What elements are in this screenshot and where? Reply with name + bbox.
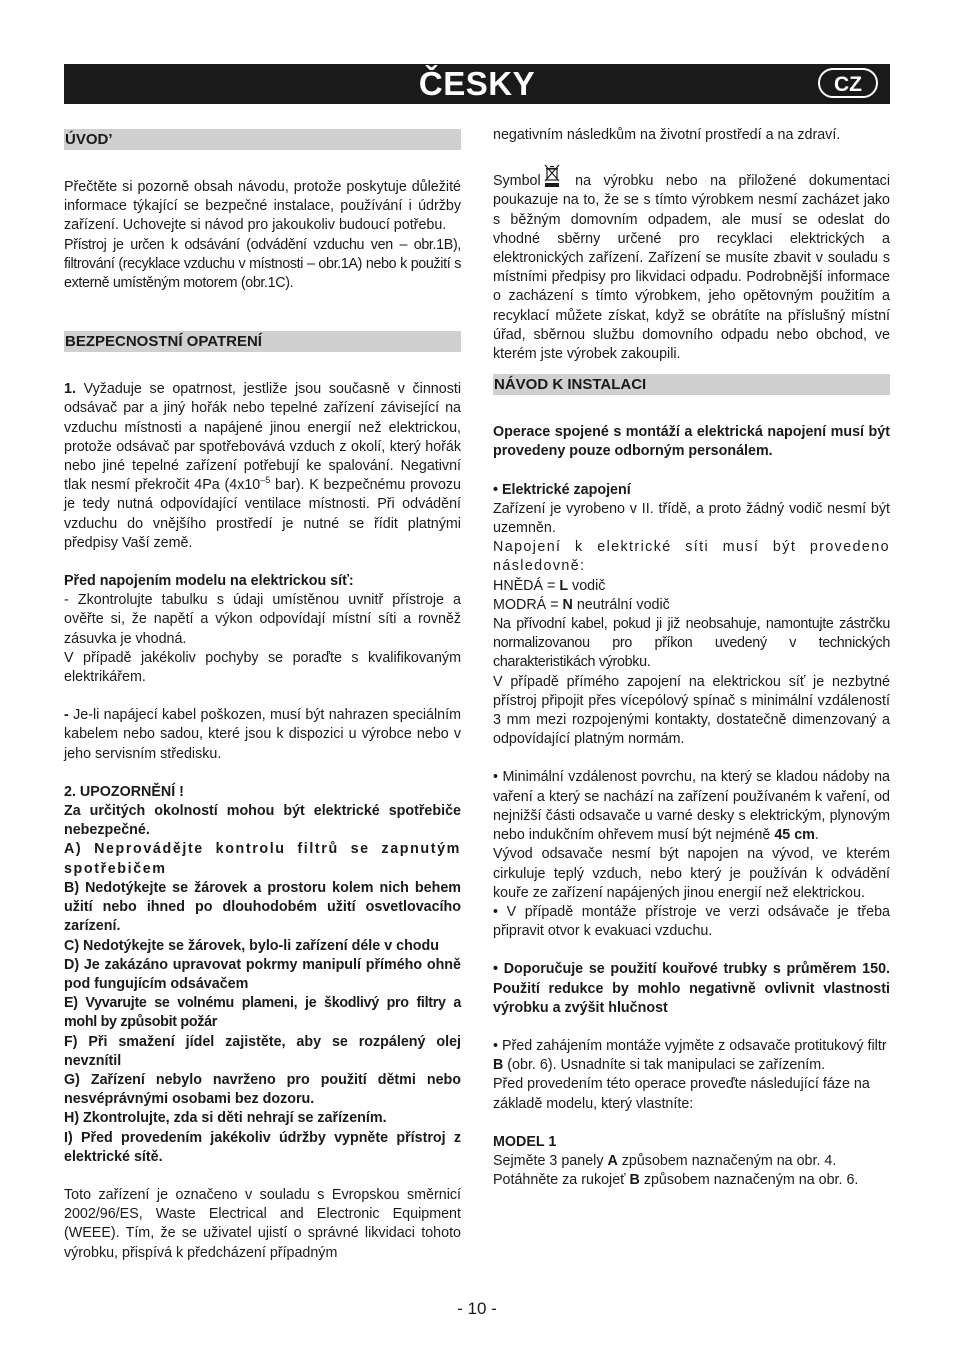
crossed-bin-icon: [543, 164, 561, 188]
page-title: ČESKY: [418, 65, 536, 102]
pipe-recommendation: • Doporučuje se použití kouřové trubky s průměrem 150. Použití redukce by mohlo negativně ovlivnit vlastnosti výrobku a zvýšit hlučnost: [493, 961, 890, 1016]
warning-item: A) Neprovádějte kontrolu filtrů se zapnutým spotřebičem: [64, 841, 461, 877]
filter-text-cont: (obr. 6). Usnadníte si tak manipulaci se zařízením.: [503, 1057, 826, 1074]
min-distance-text: [493, 768, 890, 845]
cable-desc: Je-li napájecí kabel poškozen, musí být nahrazen speciálním kabelem nebo sadou, které jsou k dispozici u výrobce nebo v jeho servisním středisku.: [64, 707, 461, 762]
outlet-text: Vývod odsavače nesmí být napojen na vývod, ve kterém cirkuluje teplý vzduch, nebo který je používán k odvádění kouře ze zařízení napájených jinou energií než elektrickou.: [493, 846, 890, 901]
step-text-cont: způsobem naznačeným na obr. 6.: [639, 1172, 859, 1189]
electrical-connection: Napojení k elektrické síti musí být provedeno následovně:: [493, 539, 890, 575]
warning-item: C) Nedotýkejte se žárovek, bylo-li zařízení déle v chodu: [64, 937, 440, 954]
warning-item: H) Zkontrolujte, zda si děti nehrají se zařízením.: [64, 1110, 387, 1127]
section-heading-uvod: ÚVOD’: [64, 129, 461, 150]
min-distance-end: .: [814, 827, 819, 844]
step-text-cont: způsobem naznačeným na obr. 4.: [617, 1152, 837, 1169]
warning-item: G) Zařízení nebylo navrženo pro použití dětmi nebo nesvéprávnými osobami bez dozoru.: [64, 1071, 461, 1108]
dash: -: [64, 707, 69, 724]
language-banner: [64, 64, 890, 104]
language-badge: CZ: [818, 68, 878, 98]
item-text: Vyžaduje se opatrnost, jestliže jsou současně v činnosti odsávač par a jiný hořák nebo tepelné zařízení závisející na vzduchu místnosti a napájené jinou energií než elektrickou, protože odsávač par spotřebovává vzduch z okolí, který hořák nebo jiné tepelné zařízení potřebují ke spalování. Negativní tlak nesmí překročit 4Pa (4x10: [64, 381, 461, 494]
warning-item: E) Vyvarujte se volnému plameni, je škodlivý pro filtry a mohl by způsobit požár: [64, 995, 461, 1031]
symbol-word: Symbol: [493, 173, 541, 190]
before-operation: Před provedením této operace proveďte následující fáze na základě modelu, který vlastníte:: [493, 1076, 870, 1112]
warning-item: I) Před provedením jakékoliv údržby vypněte přístroj z elektrické sítě.: [64, 1129, 461, 1165]
weee-text-cont: negativním následkům na životní prostředí a na zdraví.: [493, 127, 841, 143]
step-text: Potáhněte za rukojeť: [493, 1172, 630, 1189]
intro-paragraph-usage: Přístroj je určen k odsávání (odvádění vzduchu ven – obr.1B), filtrování (recyklace vzduchu v místnosti – obr.1A) nebo k použití s externě umístěným motorem (obr.1C).: [64, 236, 461, 292]
warning-item: B) Nedotýkejte se žárovek a prostoru kolem nich behem užití nebo ihned po dlouhodobém užití osvetlovacího zarízení.: [64, 879, 461, 935]
section-heading-safety: BEZPECNOSTNÍ OPATRENÍ: [64, 331, 461, 352]
before-connect-title: Před napojením modelu na elektrickou síť:: [64, 573, 354, 590]
model-title: MODEL 1: [493, 1133, 557, 1150]
air-hole-text: • V případě montáže přístroje ve verzi odsávače je třeba připravit otvor k evakuaci vzduchu.: [493, 903, 890, 940]
wire-label: MODRÁ =: [493, 596, 563, 613]
section-heading-install: NÁVOD K INSTALACI: [493, 374, 890, 395]
model-step-2: [493, 1171, 890, 1190]
min-distance-desc: • Minimální vzdálenost povrchu, na který se kladou nádoby na vaření a který se nachází na zařízení používaném k vaření, od nejnižší části odsavače u varné desky s elektrickým, plynovým nebo indukčním ohřevem musí být nejméně: [493, 769, 890, 844]
direct-connection-text: V případě přímého zapojení na elektrickou síť je nezbytné přístroj připojit přes vícepólový spínač s minimální vzdáleností 3 mm mezi rozpojenými kontakty, dostatečně dimenzovaný a odpovídající platným normám.: [493, 673, 890, 748]
electrical-title: • Elektrické zapojení: [493, 481, 631, 498]
doubt-text: V případě jakékoliv pochyby se poraďte s kvalifikovaným elektrikářem.: [64, 649, 461, 686]
wire-code: N: [562, 596, 573, 613]
filter-text: • Před zahájením montáže vyjměte z odsavače protitukový filtr: [493, 1037, 887, 1054]
warning-item: F) Při smažení jídel zajistěte, aby se rozpálený olej nevznítil: [64, 1033, 461, 1069]
plug-text: Na přívodní kabel, pokud ji již neobsahuje, namontujte zástrčku normalizovanou pro příkon uvedený v technických charakteristikách výrobku.: [493, 616, 890, 671]
right-column: [493, 126, 890, 1190]
wire-label: HNĚDÁ =: [493, 577, 560, 594]
min-distance-value: 45 cm: [774, 827, 815, 844]
page-number: - 10 -: [457, 1299, 497, 1318]
before-connect-text: - Zkontrolujte tabulku s údaji umístěnou uvnitř přístroje a ověřte si, že napětí a výkon odpovídají místní síti a rovněž zásuvka je vhodná.: [64, 592, 461, 647]
item-number: 1.: [64, 381, 76, 398]
safety-item-1: [64, 380, 461, 553]
cable-text: [64, 706, 461, 764]
wire-desc: vodič: [568, 577, 606, 594]
wire-desc: neutrální vodič: [572, 596, 670, 613]
step-text: Sejměte 3 panely: [493, 1152, 608, 1169]
filter-removal: [493, 1037, 890, 1075]
step-ref: A: [607, 1152, 618, 1169]
electrical-class: Zařízení je vyrobeno v II. třídě, a proto žádný vodič nesmí být uzemněn.: [493, 500, 890, 537]
step-ref: B: [629, 1172, 640, 1189]
warning-intro: Za určitých okolností mohou být elektrické spotřebiče nebezpečné.: [64, 803, 461, 839]
model-step-1: [493, 1152, 890, 1171]
install-intro: Operace spojené s montáží a elektrická napojení musí být provedeny pouze odborným personálem.: [493, 424, 890, 460]
wire-brown: [493, 577, 890, 596]
warning-title: 2. UPOZORNĚNÍ !: [64, 783, 184, 800]
left-column: [64, 129, 461, 1263]
wire-code: L: [559, 577, 569, 594]
item-text-cont: bar). K bezpečnému provozu je tedy nutná odpovídající ventilace místnosti. Při odvádění vzduchu do vnějšího prostředí je nutné se řídit platnými předpisy Vaší země.: [64, 477, 461, 551]
filter-ref: B: [493, 1057, 504, 1074]
weee-text: Toto zařízení je označeno v souladu s Evropskou směrnicí 2002/96/ES, Waste Electrical and Electronic Equipment (WEEE). Tím, že se uživatel ujistí o správné likvidaci tohoto výrobku, přispívá k předcházení případným: [64, 1186, 461, 1261]
symbol-text: na výrobku nebo na přiložené dokumentaci poukazuje na to, že se s tímto výrobkem nesmí zacházet jako s běžným domovním odpadem, ale musí se odeslat do vhodné sběrny určené pro recyklaci elektrických a elektronických zařízení. Zařízení se musíte zbavit v souladu s místními předpisy pro likvidaci odpadu. Podrobnější informace o zacházení s tímto výrobkem, jeho opětovným použitím a recyklací můžete získat, když se obrátíte na příslušný místní úřad, sběrnou službu domovního odpadu nebo obchod, ve kterém jste výrobek zakoupili.: [493, 173, 890, 363]
exponent: –5: [260, 475, 271, 486]
intro-paragraph: Přečtěte si pozorně obsah návodu, protože poskytuje důležité informace týkající se bezpečné instalace, používání i údržby zařízení. Uchovejte si návod pro jakoukoliv budoucí potřebu.: [64, 179, 461, 234]
symbol-paragraph: [493, 164, 890, 364]
wire-blue: [493, 596, 890, 615]
warning-item: D) Je zakázáno upravovat pokrmy manipulí přímého ohně pod fungujícím odsávačem: [64, 956, 461, 992]
